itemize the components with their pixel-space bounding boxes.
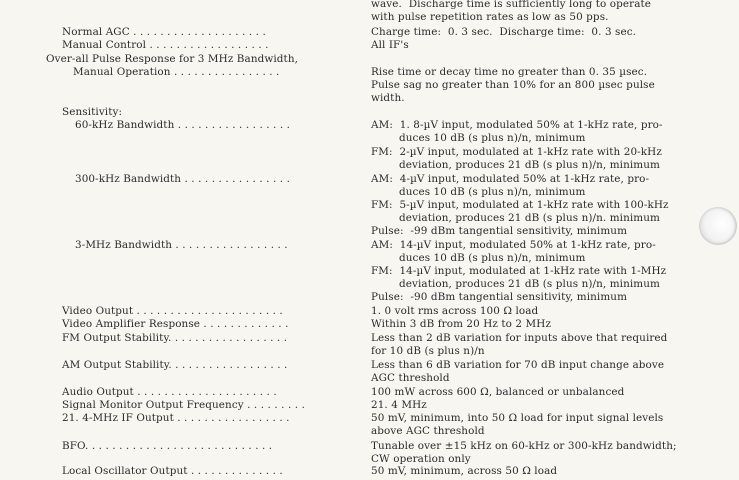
label-video-output: Video Output . . . . . . . . . . . . . . . . . . . . . . (62, 305, 283, 317)
value-line: Pulse sag no greater than 10% for an 800 µsec pulse (371, 79, 655, 91)
value-line: deviation, produces 21 dB (s plus n)/n. minimum (399, 212, 661, 224)
value-line: duces 10 dB (s plus n)/n, minimum (399, 252, 586, 264)
value-21mhz-if-output: 50 mV, minimum, into 50 Ω load for input signal levels (371, 412, 664, 424)
label-bfo: BFO. . . . . . . . . . . . . . . . . . . . . . . . . . . . (62, 440, 273, 452)
binder-hole (699, 207, 737, 245)
value-line: CW operation only (371, 453, 471, 465)
value-3mhz-fm: FM: 14-µV input, modulated at 1-kHz rate with 1-MHz (371, 265, 667, 277)
value-bfo: Tunable over ±15 kHz on 60-kHz or 300-kHz bandwidth; (371, 440, 677, 452)
value-audio-output: 100 mW across 600 Ω, balanced or unbalanced (371, 386, 625, 398)
value-line: with pulse repetition rates as low as 50 pps. (371, 11, 609, 23)
value-300khz-pulse: Pulse: -99 dBm tangential sensitivity, minimum (371, 225, 628, 237)
label-sensitivity: Sensitivity: (62, 106, 123, 118)
value-300khz-am: AM: 4-µV input, modulated 50% at 1-kHz rate, pro- (371, 173, 650, 185)
label-fm-output-stability: FM Output Stability. . . . . . . . . . . . . . . . . . (62, 332, 288, 344)
value-line: AGC threshold (371, 372, 450, 384)
label-pulse-response: Over-all Pulse Response for 3 MHz Bandwidth, (46, 53, 299, 65)
value-am-output-stability: Less than 6 dB variation for 70 dB input change above (371, 359, 665, 371)
value-300khz-fm: FM: 5-µV input, modulated at 1-kHz rate with 100-kHz (371, 199, 669, 211)
label-3mhz-bandwidth: 3-MHz Bandwidth . . . . . . . . . . . . . . . . . (75, 239, 288, 251)
value-line: wave. Discharge time is sufficiently long to operate (371, 0, 652, 10)
label-manual-operation: Manual Operation . . . . . . . . . . . . . . . . (73, 66, 280, 78)
value-60khz-fm: FM: 2-µV input, modulated at 1-kHz rate with 20-kHz (371, 146, 662, 158)
value-signal-monitor-output-frequency: 21. 4 MHz (371, 399, 427, 411)
label-normal-agc: Normal AGC . . . . . . . . . . . . . . . . . . . . (62, 26, 266, 38)
value-line: deviation, produces 21 dB (s plus n)/n, minimum (399, 278, 661, 290)
value-60khz-am: AM: 1. 8-µV input, modulated 50% at 1-kHz rate, pro- (371, 119, 663, 131)
value-line: width. (371, 92, 405, 104)
label-signal-monitor-output-frequency: Signal Monitor Output Frequency . . . . . . . . . (62, 399, 305, 411)
value-manual-control: All IF's (371, 39, 409, 51)
label-local-oscillator-output: Local Oscillator Output . . . . . . . . . . . . . . (62, 465, 283, 477)
value-local-oscillator-output: 50 mV, minimum, across 50 Ω load (371, 465, 558, 477)
value-line: duces 10 dB (s plus n)/n, minimum (399, 186, 586, 198)
value-3mhz-pulse: Pulse: -90 dBm tangential sensitivity, minimum (371, 291, 628, 303)
value-line: deviation, produces 21 dB (s plus n)/n, minimum (399, 159, 661, 171)
value-line: duces 10 dB (s plus n)/n, minimum (399, 132, 586, 144)
label-60khz-bandwidth: 60-kHz Bandwidth . . . . . . . . . . . . . . . . . (75, 119, 291, 131)
value-line: for 10 dB (s plus n)/n (371, 345, 485, 357)
value-line: above AGC threshold (371, 425, 485, 437)
value-video-output: 1. 0 volt rms across 100 Ω load (371, 305, 539, 317)
value-fm-output-stability: Less than 2 dB variation for inputs above that required (371, 332, 668, 344)
value-normal-agc: Charge time: 0. 3 sec. Discharge time: 0. 3 sec. (371, 26, 637, 38)
label-audio-output: Audio Output . . . . . . . . . . . . . . . . . . . . . (62, 386, 277, 398)
value-pulse-response: Rise time or decay time no greater than 0. 35 µsec. (371, 66, 648, 78)
label-manual-control: Manual Control . . . . . . . . . . . . . . . . . . (62, 39, 269, 51)
label-300khz-bandwidth: 300-kHz Bandwidth . . . . . . . . . . . . . . . . (75, 173, 290, 185)
label-21mhz-if-output: 21. 4-MHz IF Output . . . . . . . . . . . . . . . . . (62, 412, 290, 424)
value-video-amplifier-response: Within 3 dB from 20 Hz to 2 MHz (371, 318, 552, 330)
label-am-output-stability: AM Output Stability. . . . . . . . . . . . . . . . . . (62, 359, 288, 371)
value-3mhz-am: AM: 14-µV input, modulated 50% at 1-kHz rate, pro- (371, 239, 656, 251)
label-video-amplifier-response: Video Amplifier Response . . . . . . . . . . . . . (62, 318, 289, 330)
